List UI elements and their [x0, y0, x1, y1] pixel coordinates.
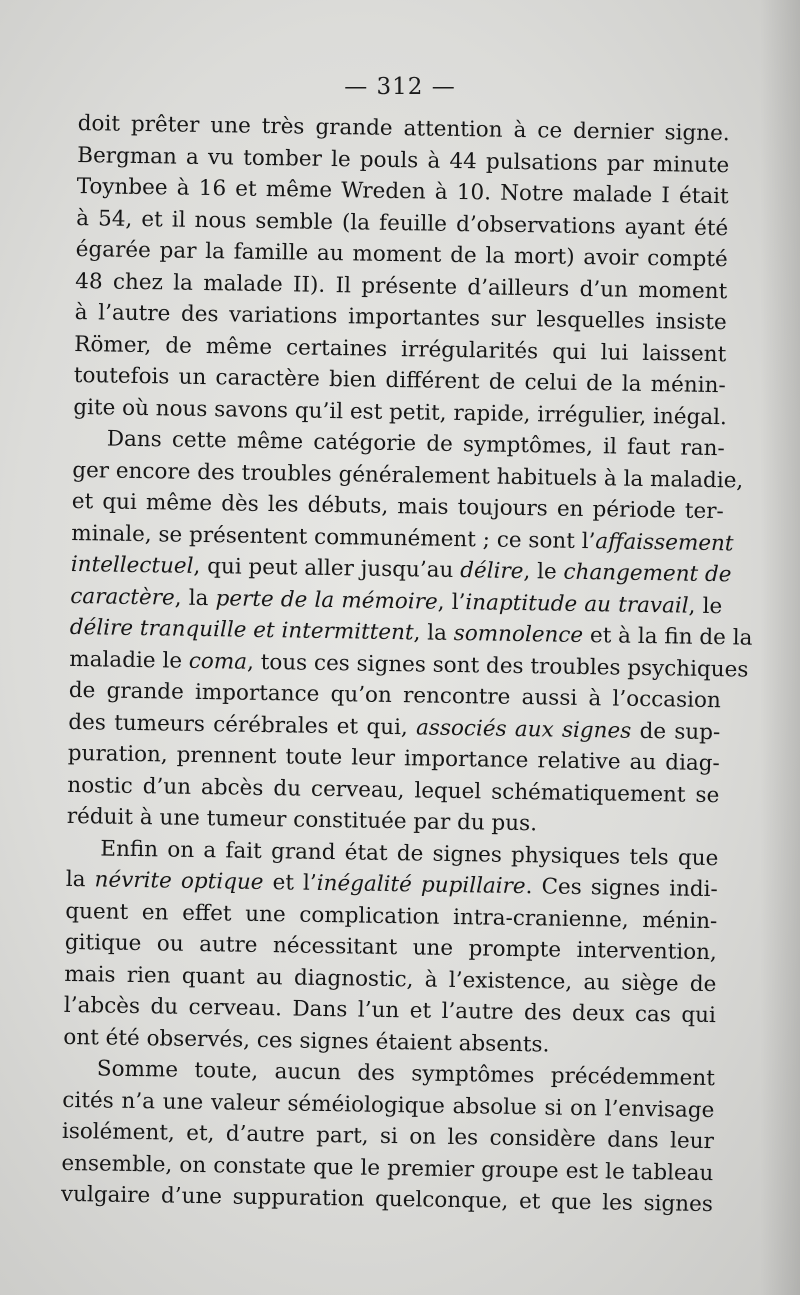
paragraph-4 — [61, 1053, 715, 1221]
text-line: Toynbee à 16 et même Wreden à 10. Notre malade I était — [76, 173, 729, 210]
text-line: vulgaire d’une suppuration quelconque, et que les signes — [60, 1181, 714, 1218]
page-number: — 312 — — [344, 74, 456, 100]
text-line: de grande importance qu’on rencontre aussi à l’occasion — [68, 677, 721, 714]
text-line: égarée par la famille au moment de la mort) avoir compté — [75, 236, 728, 273]
text-line: cités n’a une valeur séméiologique absolue si on l’envisage — [62, 1087, 715, 1123]
text-run: , le — [688, 593, 723, 619]
italic-term: coma — [188, 648, 248, 675]
italic-term: névrite optique — [94, 867, 264, 896]
text-line: ger encore des troubles généralement habituels à la maladie, — [72, 457, 744, 493]
text-line: Bergman a vu tomber le pouls à 44 pulsations par minute — [77, 142, 730, 178]
text-run: , l’ — [437, 589, 466, 615]
paragraph-3 — [63, 832, 718, 1063]
text-run: la — [65, 866, 95, 893]
text-line: isolément, et, d’autre part, si on les considère dans leur — [61, 1118, 715, 1155]
text-line: Dans cette même catégorie de symptômes, il faut ran- — [106, 426, 725, 462]
text-line: 48 chez la malade II). Il présente d’ailleurs d’un moment — [75, 268, 728, 304]
text-run: des tumeurs cérébrales et qui, — [68, 709, 417, 740]
text-line: doit prêter une très grande attention à ce dernier signe. — [77, 110, 730, 147]
text-line: l’abcès du cerveau. Dans l’un et l’autre des deux cas qui — [63, 992, 717, 1029]
italic-term: affaissement — [595, 528, 734, 556]
text-run: , qui peut aller jusqu’au — [193, 553, 461, 584]
text-run: , le — [523, 559, 564, 585]
text-line: à l’autre des variations importantes sur lesquelles insiste — [74, 299, 727, 336]
text-line: nostic d’un abcès du cerveau, lequel schématiquement se — [67, 772, 720, 808]
italic-term: perte de la mémoire — [215, 585, 438, 615]
text-line: ont été observés, ces signes étaient absents. — [63, 1024, 550, 1058]
text-run: et à la fin de la — [582, 623, 753, 651]
italic-term: intellectuel — [70, 551, 194, 579]
paragraph-2 — [66, 423, 753, 843]
text-run: maladie le — [69, 646, 190, 674]
text-line: et qui même dès les débuts, mais toujours en période ter- — [71, 488, 724, 525]
text-run: , la — [413, 620, 454, 646]
italic-term: somnolence — [453, 620, 584, 648]
text-line: toutefois un caractère bien différent de celui de la ménin- — [73, 362, 726, 399]
text-line: mais rien quant au diagnostic, à l’existence, au siège de — [64, 961, 717, 997]
text-line: ensemble, on constate que le premier groupe est le tableau — [61, 1150, 714, 1186]
italic-term: associés aux signes — [415, 714, 632, 744]
body-text — [60, 108, 753, 1221]
text-line: gite où nous savons qu’il est petit, rapide, irrégulier, inégal. — [73, 394, 728, 430]
text-run: et l’ — [263, 870, 317, 896]
text-run: , la — [174, 585, 216, 611]
text-line: Somme toute, aucun des symptômes précédemment — [96, 1056, 716, 1092]
text-line: puration, prennent toute leur importance relative au diag- — [67, 740, 720, 777]
italic-term: délire — [459, 558, 524, 585]
text-line: quent en effet une complication intra-cranienne, ménin- — [65, 898, 718, 934]
paragraph-1 — [73, 108, 730, 433]
text-run: de sup- — [631, 718, 721, 745]
text-line: à 54, et il nous semble (la feuille d’observations ayant été — [76, 205, 729, 241]
italic-term: inaptitude au travail — [465, 589, 689, 619]
text-line: Enfin on a fait grand état de signes physiques tels que — [100, 835, 719, 871]
text-line: réduit à une tumeur constituée par du pus. — [66, 803, 538, 837]
italic-term: caractère — [70, 583, 175, 611]
italic-term: changement de — [563, 559, 732, 588]
text-run: . Ces signes indi- — [525, 874, 718, 903]
italic-term: délire tranquille et intermittent — [69, 614, 414, 646]
text-line: Römer, de même certaines irrégularités qui lui laissent — [74, 331, 727, 367]
italic-term: inégalité pupillaire — [316, 870, 526, 900]
text-run: , tous ces signes sont des troubles psychiques — [246, 649, 749, 683]
text-run: minale, se présentent communément ; ce sont l’ — [71, 520, 596, 554]
text-line: gitique ou autre nécessitant une prompte intervention, — [64, 929, 718, 966]
